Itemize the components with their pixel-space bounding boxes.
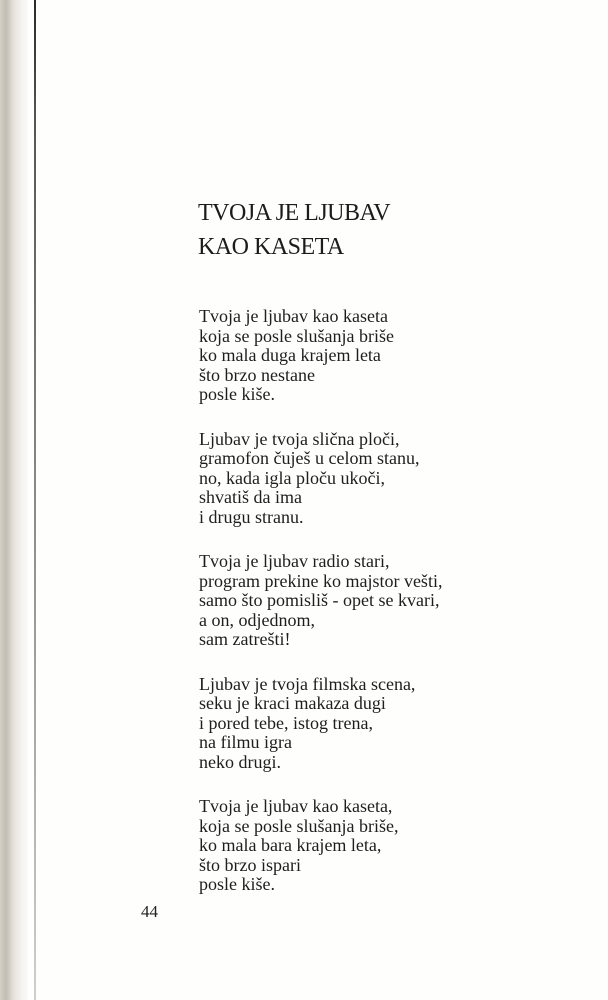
poem-body: [199, 307, 579, 920]
book-binding-edge: [0, 0, 28, 1000]
page-number: 44: [141, 902, 158, 921]
poem-title-line-1: TVOJA JE LJUBAV: [198, 200, 391, 226]
poem-line: sam zatrešti!: [199, 629, 291, 649]
poem-line: Tvoja je ljubav kao kaseta: [199, 306, 388, 326]
poem-line: i drugu stranu.: [199, 506, 304, 527]
poem-line: gramofon čuješ u celom stanu,: [199, 448, 420, 468]
poem-line: samo što pomisliš - opet se kvari,: [199, 590, 440, 610]
stanza-1: [199, 307, 579, 405]
poem-line: Ljubav je tvoja filmska scena,: [199, 673, 416, 694]
poem-line: što brzo ispari: [199, 854, 301, 875]
poem-line: shvatiš da ima: [199, 487, 302, 507]
poem-title: [198, 196, 390, 264]
stanza-2: [199, 430, 579, 528]
poem-line: ko mala duga krajem leta: [199, 345, 381, 365]
poem-line: što brzo nestane: [199, 364, 315, 385]
poem-line: i pored tebe, istog trena,: [199, 712, 373, 733]
poem-line: Ljubav je tvoja slična ploči,: [199, 428, 400, 449]
stanza-5: [199, 797, 579, 895]
poem-line: Tvoja je ljubav kao kaseta,: [199, 796, 393, 816]
poem-line: na filmu igra: [199, 732, 292, 752]
poem-line: ko mala bara krajem leta,: [199, 835, 382, 855]
poem-line: koja se posle slušanja briše,: [199, 815, 399, 836]
poem-line: posle kiše.: [199, 384, 275, 404]
poem-line: program prekine ko majstor vešti,: [199, 570, 443, 591]
poem-line: no, kada igla ploču ukoči,: [199, 467, 385, 488]
poem-line: seku je kraci makaza dugi: [199, 693, 386, 713]
poem-line: neko drugi.: [199, 751, 281, 772]
stanza-3: [199, 552, 579, 650]
poem-line: koja se posle slušanja briše: [199, 325, 394, 346]
stanza-4: [199, 675, 579, 773]
poem-title-line-2: KAO KASETA: [198, 234, 344, 260]
poem-line: a on, odjednom,: [199, 609, 315, 630]
poem-line: Tvoja je ljubav radio stari,: [199, 551, 390, 571]
poem-line: posle kiše.: [199, 874, 275, 894]
